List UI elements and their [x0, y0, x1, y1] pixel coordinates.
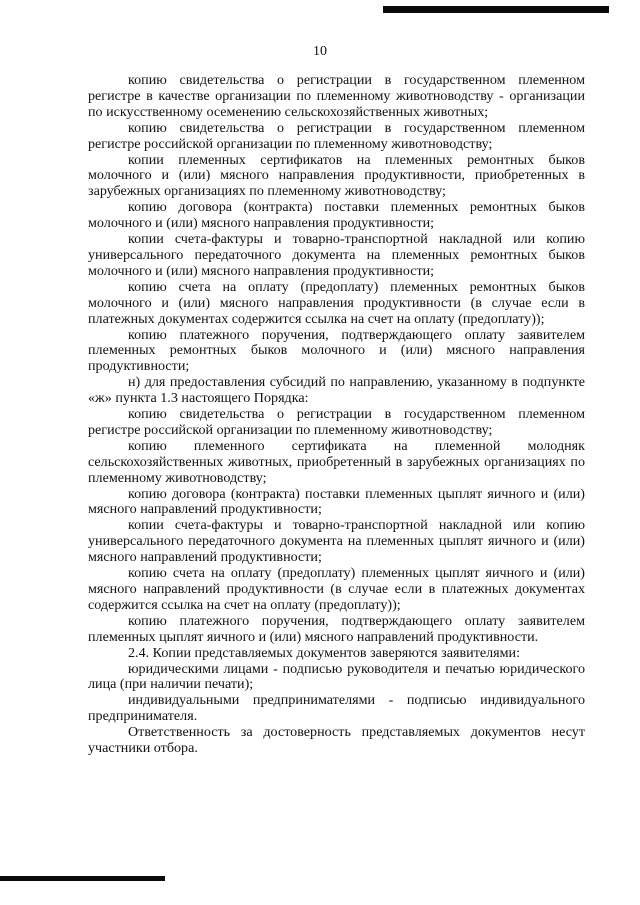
paragraph: копию свидетельства о регистрации в государственном племенном регистре российской организации по племенному животноводству;: [88, 119, 585, 152]
page-number: 10: [313, 44, 327, 59]
paragraph: копии племенных сертификатов на племенных ремонтных быков молочного и (или) мясного направления продуктивности, приобретенных в зарубежных организациях по племенному животноводству;: [88, 151, 585, 200]
paragraph: копию свидетельства о регистрации в государственном племенном регистре в качестве организации по племенному животноводству - организации по искусственному осеменению сельскохозяйственных животных;: [88, 72, 585, 120]
paragraph: копию договора (контракта) поставки племенных ремонтных быков молочного и (или) мясного направления продуктивности;: [88, 199, 585, 232]
paragraph: копию платежного поручения, подтверждающего оплату заявителем племенных цыплят яичного и (или) мясного направлений продуктивности.: [88, 612, 585, 645]
paragraph: копию договора (контракта) поставки племенных цыплят яичного и (или) мясного направлений продуктивности;: [88, 485, 585, 518]
section-paragraph: 2.4. Копии представляемых документов заверяются заявителями:: [128, 644, 520, 661]
paragraph: копию свидетельства о регистрации в государственном племенном регистре российской организации по племенному животноводству;: [88, 406, 585, 438]
paragraph: копию племенного сертификата на племенной молодняк сельскохозяйственных животных, приобретенный в зарубежных организациях по племенному животноводству;: [88, 437, 585, 486]
paragraph: н) для предоставления субсидий по направлению, указанному в подпункте «ж» пункта 1.3 настоящего Порядка:: [88, 374, 585, 407]
document-body: [88, 73, 585, 757]
paragraph: копию счета на оплату (предоплату) племенных ремонтных быков молочного и (или) мясного направления продуктивности (в случае если в платежных документах содержится ссылка на счет на оплату (предоплату));: [88, 278, 585, 327]
scan-edge-mark-top: [383, 6, 609, 13]
paragraph: индивидуальными предпринимателями - подписью индивидуального предпринимателя.: [88, 692, 585, 725]
paragraph: юридическими лицами - подписью руководителя и печатью юридического лица (при наличии печати);: [88, 660, 585, 693]
paragraph: копию платежного поручения, подтверждающего оплату заявителем племенных ремонтных быков молочного и (или) мясного направления продуктивности;: [88, 326, 585, 375]
scan-edge-mark-bottom: [0, 876, 165, 881]
paragraph: копии счета-фактуры и товарно-транспортной накладной или копию универсального передаточного документа на племенных цыплят яичного и (или) мясного направлений продуктивности;: [88, 517, 585, 566]
paragraph: копии счета-фактуры и товарно-транспортной накладной или копию универсального передаточного документа на племенных ремонтных быков молочного и (или) мясного направления продуктивности;: [88, 231, 585, 279]
paragraph: Ответственность за достоверность представляемых документов несут участники отбора.: [88, 724, 585, 757]
paragraph: копию счета на оплату (предоплату) племенных цыплят яичного и (или) мясного направлений продуктивности (в случае если в платежных документах содержится ссылка на счет на оплату (предоплату));: [88, 565, 585, 613]
